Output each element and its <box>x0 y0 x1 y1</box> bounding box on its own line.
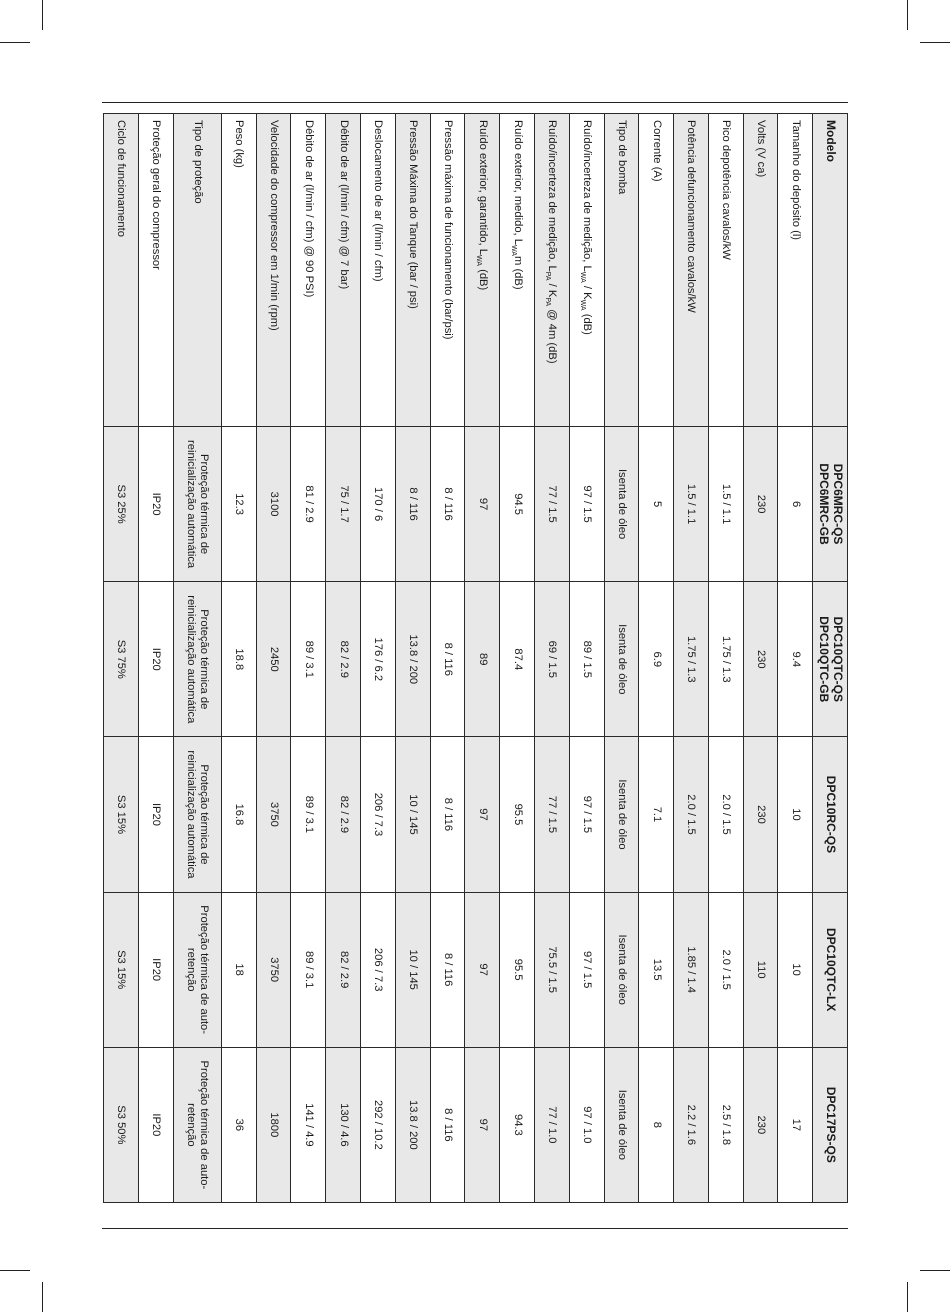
spec-row <box>639 114 674 1203</box>
spec-label <box>173 114 221 427</box>
spec-label <box>604 114 639 427</box>
spec-row <box>291 114 326 1203</box>
spec-value: 1.85 / 1.4 <box>674 892 709 1047</box>
label-text: Pico depotência cavalos/kW <box>720 120 733 260</box>
spec-value: 97 / 1.5 <box>569 427 604 582</box>
spec-value: 230 <box>743 737 778 892</box>
spec-row <box>743 114 778 1203</box>
label-text: Tipo de bomba <box>615 120 628 195</box>
spec-label <box>326 114 361 427</box>
spec-value: 292 / 10.2 <box>361 1047 396 1202</box>
label-subscript: WA <box>578 299 586 311</box>
spec-label <box>674 114 709 427</box>
spec-value: 130 / 4.6 <box>326 1047 361 1202</box>
spec-value: 141 / 4.9 <box>291 1047 326 1202</box>
label-subscript: PA <box>544 271 552 281</box>
spec-value: 110 <box>743 892 778 1047</box>
spec-value: 10 <box>778 892 813 1047</box>
spec-row <box>361 114 396 1203</box>
spec-value: 75.5 / 1.5 <box>534 892 569 1047</box>
spec-value: S3 15% <box>104 892 139 1047</box>
label-text: Deslocamento de ar (l/min / cfm) <box>372 120 385 282</box>
spec-value: 6.9 <box>639 582 674 737</box>
spec-row <box>395 114 430 1203</box>
spec-value: 10 <box>778 737 813 892</box>
spec-value: 5 <box>639 427 674 582</box>
spec-value: 89 / 3.1 <box>291 737 326 892</box>
label-text-part: @ 4m (dB) <box>546 306 559 364</box>
spec-value: 17 <box>778 1047 813 1202</box>
spec-value: 1.5 / 1.1 <box>674 427 709 582</box>
spec-value: 75 / 1.7 <box>326 427 361 582</box>
spec-value: 2450 <box>256 582 291 737</box>
spec-value: 89 / 1.5 <box>569 582 604 737</box>
label-text: Potência defuncionamento cavalos/kW <box>685 120 698 313</box>
crop-mark <box>42 1282 43 1312</box>
spec-label <box>465 114 500 427</box>
label-text-part: (dB) <box>476 266 489 291</box>
label-text: Volts (V ca) <box>754 120 767 178</box>
spec-row <box>430 114 465 1203</box>
spec-value: 94.5 <box>500 427 535 582</box>
spec-value: 230 <box>743 427 778 582</box>
top-rule <box>102 102 848 103</box>
spec-label <box>291 114 326 427</box>
spec-value: 3750 <box>256 737 291 892</box>
spec-label <box>221 114 256 427</box>
spec-value: Isenta de óleo <box>604 892 639 1047</box>
spec-row <box>569 114 604 1203</box>
spec-value: 230 <box>743 582 778 737</box>
spec-row <box>778 114 813 1203</box>
spec-value: 206 / 7.3 <box>361 892 396 1047</box>
spec-label <box>500 114 535 427</box>
label-text: Corrente (A) <box>650 120 663 182</box>
spec-value: 18.8 <box>221 582 256 737</box>
spec-value: 13.8 / 200 <box>395 1047 430 1202</box>
spec-value: S3 15% <box>104 737 139 892</box>
spec-value: 77 / 1.5 <box>534 737 569 892</box>
label-text: Tipo de proteção <box>191 120 204 204</box>
spec-value: 8 <box>639 1047 674 1202</box>
spec-value: Isenta de óleo <box>604 427 639 582</box>
crop-mark <box>920 42 950 43</box>
spec-table-body <box>104 114 848 1203</box>
label-text: Proteção geral do compressor <box>150 120 163 270</box>
spec-row <box>221 114 256 1203</box>
model-name: DPC6MRC-QS DPC6MRC-GB <box>813 427 848 582</box>
spec-value: 3100 <box>256 427 291 582</box>
spec-value: 95.5 <box>500 737 535 892</box>
label-text: Ruído exterior, medido, L <box>511 120 524 245</box>
spec-label <box>534 114 569 427</box>
spec-value: 97 <box>465 1047 500 1202</box>
spec-row <box>139 114 174 1203</box>
label-subscript: WA <box>509 245 517 257</box>
spec-value: 13.5 <box>639 892 674 1047</box>
spec-value: 97 / 1.0 <box>569 1047 604 1202</box>
spec-label <box>430 114 465 427</box>
spec-value: 3750 <box>256 892 291 1047</box>
spec-label <box>569 114 604 427</box>
spec-value: IP20 <box>139 1047 174 1202</box>
label-text: Ruído/incerteza de medição, L <box>546 120 559 272</box>
spec-row <box>708 114 743 1203</box>
spec-value: 6 <box>778 427 813 582</box>
spec-value: 2.0 / 1.5 <box>708 737 743 892</box>
spec-value: Proteção térmica de auto-retenção <box>173 892 221 1047</box>
spec-value: 206 / 7.3 <box>361 737 396 892</box>
spec-value: 89 / 3.1 <box>291 892 326 1047</box>
spec-value: S3 25% <box>104 427 139 582</box>
model-name: DPC10QTC-QS DPC10QTC-GB <box>813 582 848 737</box>
spec-value: IP20 <box>139 582 174 737</box>
spec-value: 2.5 / 1.8 <box>708 1047 743 1202</box>
spec-row <box>500 114 535 1203</box>
spec-value: 2.0 / 1.5 <box>674 737 709 892</box>
spec-value: 77 / 1.0 <box>534 1047 569 1202</box>
label-text-part: / K <box>581 282 594 300</box>
spec-value: 97 <box>465 892 500 1047</box>
crop-mark <box>0 1270 30 1271</box>
spec-value: 13.8 / 200 <box>395 582 430 737</box>
spec-value: 12.3 <box>221 427 256 582</box>
spec-value: 97 / 1.5 <box>569 737 604 892</box>
spec-table-rotated <box>103 113 848 1203</box>
spec-value: Isenta de óleo <box>604 1047 639 1202</box>
label-text: Tamanho do depósito (l) <box>789 120 802 241</box>
spec-value: IP20 <box>139 892 174 1047</box>
spec-value: Isenta de óleo <box>604 737 639 892</box>
crop-mark <box>907 0 908 30</box>
header-row <box>813 114 848 1203</box>
spec-label <box>139 114 174 427</box>
spec-value: 94.3 <box>500 1047 535 1202</box>
spec-row <box>465 114 500 1203</box>
spec-value: 2.2 / 1.6 <box>674 1047 709 1202</box>
spec-value: 77 / 1.5 <box>534 427 569 582</box>
spec-value: 10 / 145 <box>395 737 430 892</box>
spec-value: 8 / 116 <box>430 582 465 737</box>
spec-value: 9.4 <box>778 582 813 737</box>
spec-value: 8 / 116 <box>430 892 465 1047</box>
spec-value: 10 / 145 <box>395 892 430 1047</box>
label-subscript: WA <box>578 271 586 283</box>
crop-mark <box>0 42 30 43</box>
label-text: Velocidade do compressor em 1/min (rpm) <box>268 120 281 331</box>
spec-value: Proteção térmica de reinicialização automática <box>173 582 221 737</box>
spec-value: 7.1 <box>639 737 674 892</box>
model-name: DPC10QTC-LX <box>813 892 848 1047</box>
spec-value: 16.8 <box>221 737 256 892</box>
spec-value: 230 <box>743 1047 778 1202</box>
label-text: Débito de ar (l/min / cfm) @ 90 PSI) <box>302 120 315 298</box>
spec-value: Proteção térmica de reinicialização automática <box>173 427 221 582</box>
spec-row <box>173 114 221 1203</box>
spec-label <box>395 114 430 427</box>
spec-value: Isenta de óleo <box>604 582 639 737</box>
spec-label <box>743 114 778 427</box>
spec-value: 82 / 2.9 <box>326 582 361 737</box>
crop-mark <box>42 0 43 30</box>
label-text: Peso (kg) <box>233 120 246 168</box>
label-text: Ruído exterior, garantido, L <box>476 120 489 255</box>
spec-value: 8 / 116 <box>430 1047 465 1202</box>
label-text: Pressão máxima de funcionamento (bar/psi) <box>441 120 454 340</box>
crop-mark <box>920 1270 950 1271</box>
spec-value: 81 / 2.9 <box>291 427 326 582</box>
spec-row <box>604 114 639 1203</box>
spec-row <box>326 114 361 1203</box>
spec-row <box>256 114 291 1203</box>
spec-value: IP20 <box>139 737 174 892</box>
spec-value: S3 75% <box>104 582 139 737</box>
crop-mark <box>907 1282 908 1312</box>
spec-value: 8 / 116 <box>395 427 430 582</box>
spec-value: 95.5 <box>500 892 535 1047</box>
spec-value: 1.75 / 1.3 <box>708 582 743 737</box>
spec-label <box>639 114 674 427</box>
spec-value: 8 / 116 <box>430 427 465 582</box>
spec-row <box>674 114 709 1203</box>
spec-label <box>104 114 139 427</box>
spec-label <box>778 114 813 427</box>
spec-value: 69 / 1.5 <box>534 582 569 737</box>
spec-value: 82 / 2.9 <box>326 892 361 1047</box>
spec-value: IP20 <box>139 427 174 582</box>
spec-value: 87.4 <box>500 582 535 737</box>
label-text-part: (dB) <box>581 310 594 335</box>
spec-label <box>708 114 743 427</box>
spec-value: 170 / 6 <box>361 427 396 582</box>
spec-label <box>256 114 291 427</box>
spec-value: 176 / 6.2 <box>361 582 396 737</box>
label-text: Ruído/incerteza de medição, L <box>581 120 594 272</box>
spec-value: 97 / 1.5 <box>569 892 604 1047</box>
bottom-rule <box>102 1228 848 1229</box>
spec-value: 1.75 / 1.3 <box>674 582 709 737</box>
model-name: DPC17PS-QS <box>813 1047 848 1202</box>
spec-value: 97 <box>465 737 500 892</box>
spec-value: Proteção térmica de auto-retenção <box>173 1047 221 1202</box>
spec-value: 2.0 / 1.5 <box>708 892 743 1047</box>
label-subscript: WA <box>474 254 482 266</box>
spec-value: 8 / 116 <box>430 737 465 892</box>
spec-value: 18 <box>221 892 256 1047</box>
label-text: Ciclo de funcionamento <box>115 120 128 237</box>
label-text: Pressão Máxima do Tanque (bar / psi) <box>407 120 420 309</box>
spec-value: 1800 <box>256 1047 291 1202</box>
spec-value: 97 <box>465 427 500 582</box>
spec-value: 1.5 / 1.1 <box>708 427 743 582</box>
spec-value: Proteção térmica de reinicialização automática <box>173 737 221 892</box>
spec-row <box>534 114 569 1203</box>
spec-row <box>104 114 139 1203</box>
label-text-part: / K <box>546 280 559 298</box>
spec-value: 89 <box>465 582 500 737</box>
spec-label <box>361 114 396 427</box>
spec-value: 82 / 2.9 <box>326 737 361 892</box>
spec-table <box>103 113 848 1203</box>
spec-value: 89 / 3.1 <box>291 582 326 737</box>
model-name: DPC10RC-QS <box>813 737 848 892</box>
header-label: Modelo <box>813 114 848 427</box>
label-text-part: m (dB) <box>511 256 524 290</box>
label-subscript: PA <box>544 297 552 307</box>
spec-value: 36 <box>221 1047 256 1202</box>
spec-value: S3 50% <box>104 1047 139 1202</box>
label-text: Débito de ar (l/min / cfm) @ 7 bar) <box>337 120 350 290</box>
